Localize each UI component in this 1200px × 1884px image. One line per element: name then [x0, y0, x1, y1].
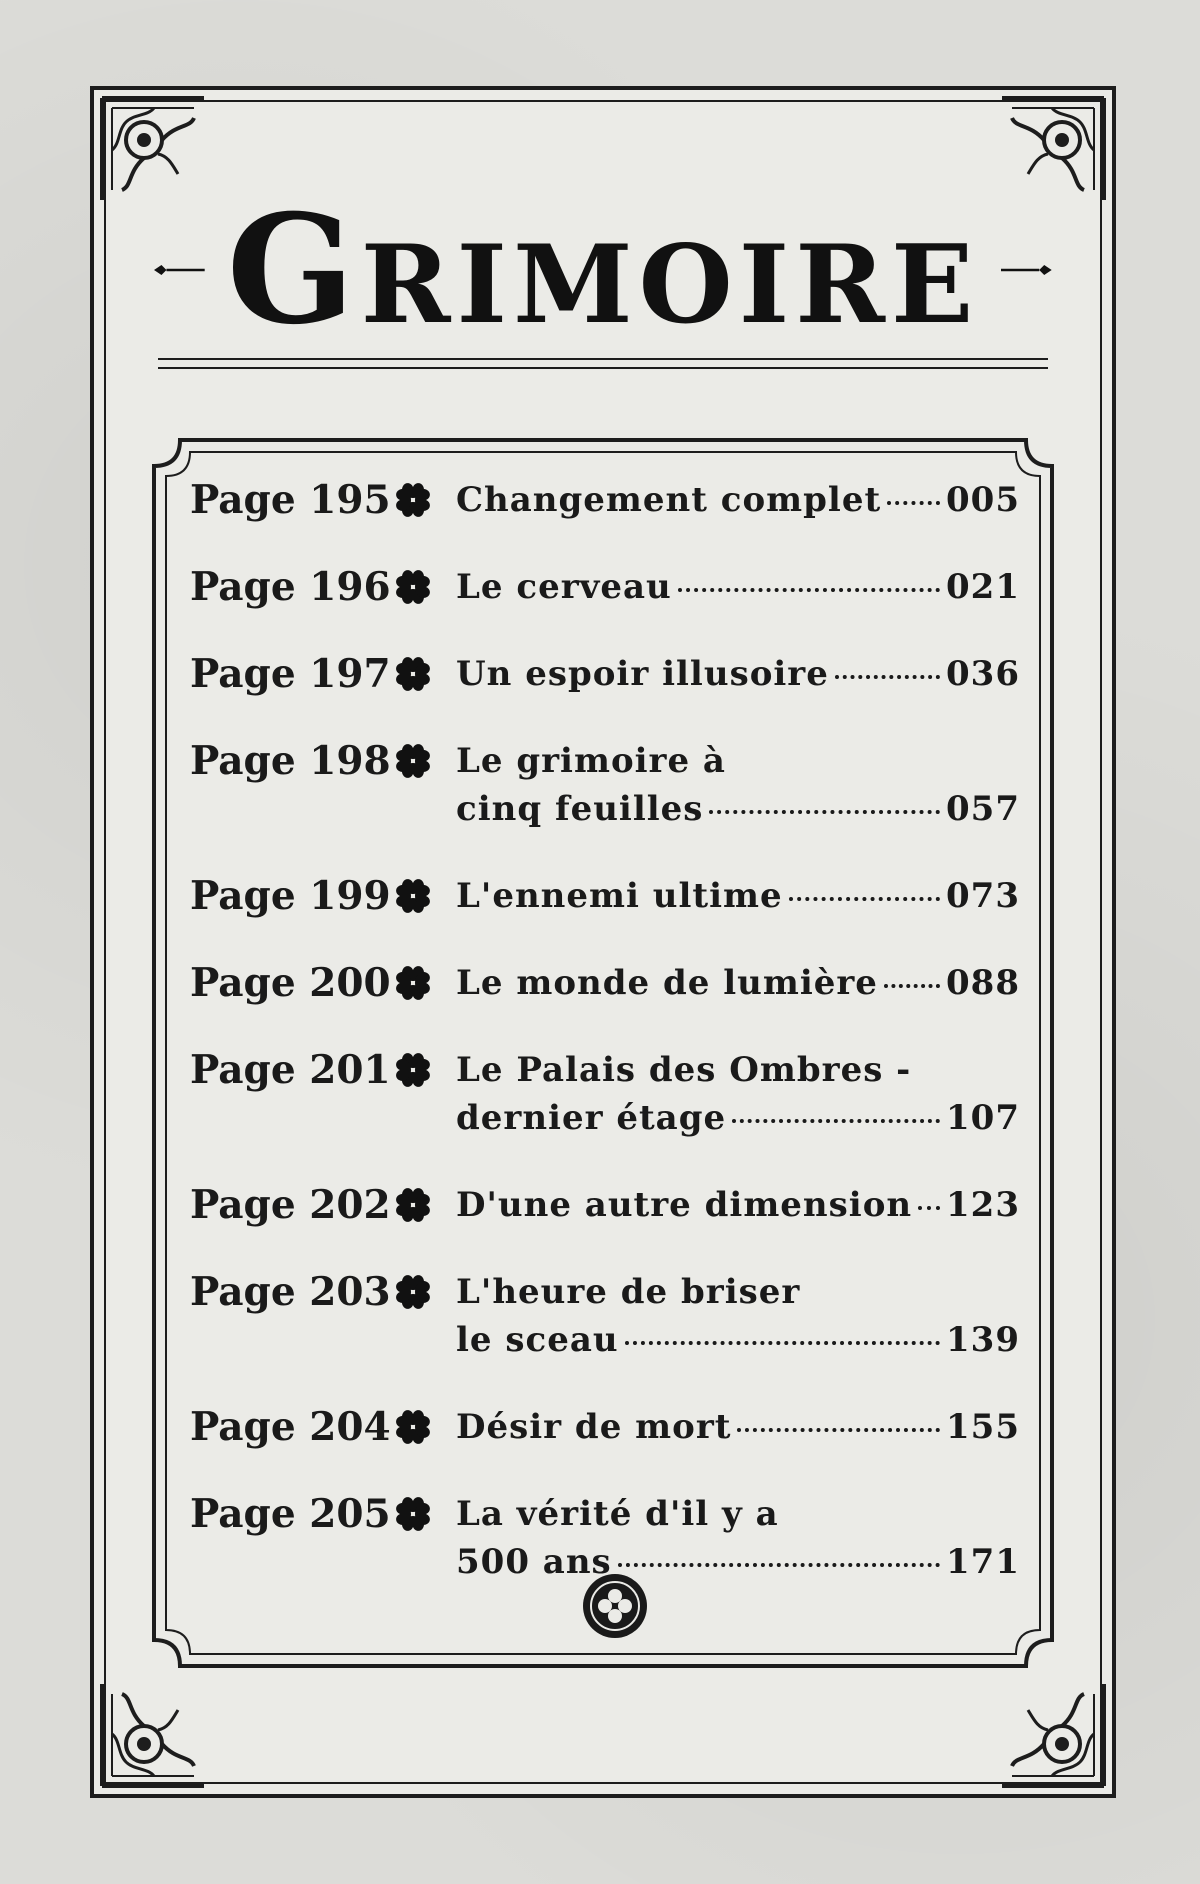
four-leaf-clover-icon — [390, 960, 436, 1006]
four-leaf-clover-icon — [390, 477, 436, 523]
chapter-label: Page 204 — [190, 1404, 391, 1450]
entry-title: La vérité d'il y a — [456, 1494, 779, 1534]
chapter-label: Page 205 — [190, 1491, 391, 1537]
flourish-left-icon — [154, 250, 205, 290]
toc-entry — [190, 1181, 1020, 1229]
entry-last-line — [456, 1094, 1020, 1142]
page-number: 139 — [946, 1320, 1020, 1360]
toc-entry — [190, 1403, 1020, 1451]
page-number: 073 — [946, 876, 1020, 916]
four-leaf-clover-icon — [390, 1047, 436, 1093]
entry-title: dernier étage — [456, 1098, 727, 1138]
chapter-label: Page 203 — [190, 1269, 391, 1315]
toc-entry — [190, 650, 1020, 698]
entry-last-line — [456, 1181, 1020, 1229]
dot-leader — [625, 1341, 940, 1345]
entry-last-line — [456, 959, 1020, 1007]
four-leaf-clover-icon — [390, 1269, 436, 1315]
chapter-label: Page 200 — [190, 960, 391, 1006]
page-number: 107 — [946, 1098, 1020, 1138]
four-leaf-clover-icon — [390, 651, 436, 697]
page-number: 123 — [946, 1185, 1020, 1225]
chapter-label: Page 199 — [190, 873, 391, 919]
entry-title: Le Palais des Ombres - — [456, 1050, 912, 1090]
entry-title: Désir de mort — [456, 1407, 732, 1447]
ornate-frame — [90, 86, 1116, 1798]
dot-leader — [918, 1206, 940, 1210]
toc-entry — [190, 563, 1020, 611]
chapter-label: Page 202 — [190, 1182, 391, 1228]
dot-leader — [737, 1428, 940, 1432]
toc-entry — [190, 959, 1020, 1007]
entry-text — [456, 737, 1020, 833]
toc-entry — [190, 737, 1020, 833]
page-title: GRIMOIRE — [226, 182, 980, 358]
page-number: 036 — [946, 654, 1020, 694]
entry-text — [456, 1490, 1020, 1586]
entry-title: cinq feuilles — [456, 789, 704, 829]
toc-entry — [190, 872, 1020, 920]
entry-title: Le cerveau — [456, 567, 672, 607]
dot-leader — [835, 675, 940, 679]
entry-title: le sceau — [456, 1320, 619, 1360]
four-leaf-clover-icon — [390, 1491, 436, 1537]
four-leaf-clover-icon — [390, 738, 436, 784]
page-number: 021 — [946, 567, 1020, 607]
entry-last-line — [456, 1403, 1020, 1451]
entry-title: 500 ans — [456, 1542, 612, 1582]
entry-last-line — [456, 563, 1020, 611]
title-row — [154, 180, 1052, 360]
entry-line — [456, 1046, 1020, 1094]
entry-last-line — [456, 1538, 1020, 1586]
four-leaf-clover-icon — [390, 873, 436, 919]
ornament-corner-icon — [98, 1680, 208, 1790]
dot-leader — [678, 588, 940, 592]
entry-text — [456, 1181, 1020, 1229]
entry-last-line — [456, 785, 1020, 833]
entry-text — [456, 563, 1020, 611]
toc-entry — [190, 1268, 1020, 1364]
flourish-right-icon — [1001, 250, 1052, 290]
entry-text — [456, 476, 1020, 524]
chapter-label: Page 196 — [190, 564, 391, 610]
entry-text — [456, 1403, 1020, 1451]
chapter-label: Page 195 — [190, 477, 391, 523]
entry-line — [456, 737, 1020, 785]
dot-leader — [887, 501, 940, 505]
entry-last-line — [456, 1316, 1020, 1364]
title-divider — [158, 358, 1048, 369]
entry-last-line — [456, 650, 1020, 698]
chapter-label: Page 197 — [190, 651, 391, 697]
page-number: 171 — [946, 1542, 1020, 1582]
toc-box — [150, 436, 1056, 1670]
entry-line — [456, 1268, 1020, 1316]
entry-title: Un espoir illusoire — [456, 654, 829, 694]
entry-last-line — [456, 872, 1020, 920]
page-number: 155 — [946, 1407, 1020, 1447]
clover-emblem-icon — [581, 1572, 649, 1640]
dot-leader — [884, 984, 940, 988]
entry-title: D'une autre dimension — [456, 1185, 913, 1225]
entry-text — [456, 1046, 1020, 1142]
toc-list — [190, 476, 1020, 1625]
four-leaf-clover-icon — [390, 1182, 436, 1228]
toc-entry — [190, 476, 1020, 524]
page-number: 005 — [946, 480, 1020, 520]
dot-leader — [709, 810, 940, 814]
chapter-label: Page 201 — [190, 1047, 391, 1093]
entry-title: Le monde de lumière — [456, 963, 878, 1003]
dot-leader — [789, 897, 940, 901]
ornament-corner-icon — [998, 1680, 1108, 1790]
entry-text — [456, 872, 1020, 920]
toc-entry — [190, 1046, 1020, 1142]
page-number: 088 — [946, 963, 1020, 1003]
entry-line — [456, 1490, 1020, 1538]
entry-text — [456, 959, 1020, 1007]
entry-text — [456, 650, 1020, 698]
dot-leader — [618, 1563, 940, 1567]
chapter-label: Page 198 — [190, 738, 391, 784]
entry-title: Le grimoire à — [456, 741, 726, 781]
entry-title: L'heure de briser — [456, 1272, 801, 1312]
entry-last-line — [456, 476, 1020, 524]
entry-title: L'ennemi ultime — [456, 876, 783, 916]
entry-title: Changement complet — [456, 480, 882, 520]
dot-leader — [732, 1119, 940, 1123]
four-leaf-clover-icon — [390, 1404, 436, 1450]
page-number: 057 — [946, 789, 1020, 829]
entry-text — [456, 1268, 1020, 1364]
four-leaf-clover-icon — [390, 564, 436, 610]
